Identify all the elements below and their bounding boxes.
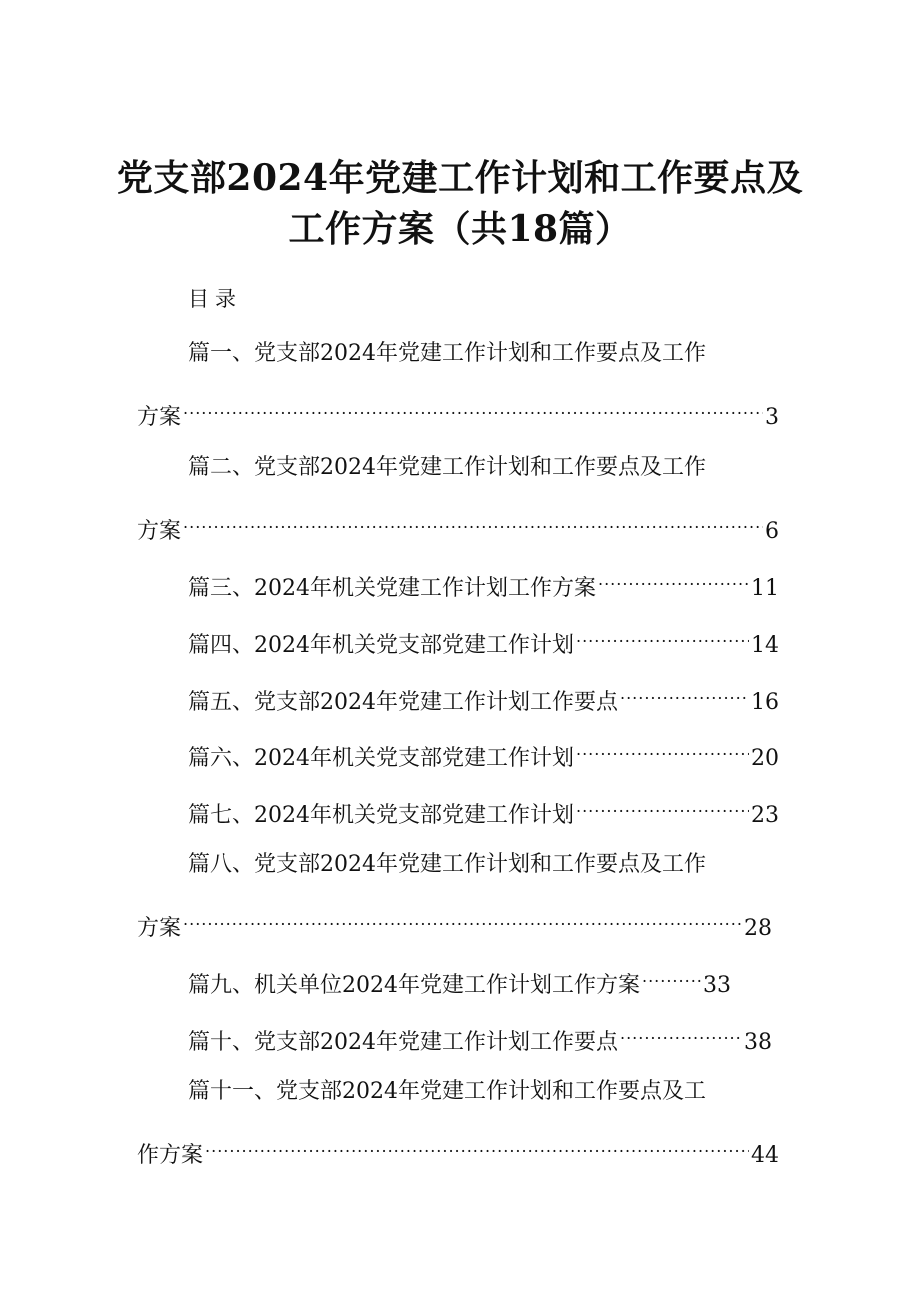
toc-entry-11-continuation-text: 作方案 xyxy=(137,1142,204,1168)
toc-entry-7[interactable] xyxy=(188,791,779,829)
toc-entry-11-page: 44 xyxy=(751,1142,779,1168)
toc-entry-10[interactable] xyxy=(188,1018,772,1056)
toc-entry-2-page: 6 xyxy=(765,518,779,544)
toc-entry-2-continuation-text: 方案 xyxy=(137,518,182,544)
toc-entry-9-title: 篇九、机关单位2024年党建工作计划工作方案 xyxy=(188,972,640,998)
toc-leader-dots xyxy=(598,564,749,595)
toc-entry-10-title: 篇十、党支部2024年党建工作计划工作要点 xyxy=(188,1029,618,1055)
toc-leader-dots xyxy=(183,507,763,538)
toc-leader-dots xyxy=(576,621,749,652)
toc-leader-dots xyxy=(642,961,701,992)
toc-entry-9[interactable] xyxy=(188,961,731,999)
toc-entry-6-title: 篇六、2024年机关党支部党建工作计划 xyxy=(188,745,574,771)
toc-entry-4-title: 篇四、2024年机关党支部党建工作计划 xyxy=(188,632,574,658)
toc-leader-dots xyxy=(183,393,763,424)
toc-leader-dots xyxy=(576,734,749,765)
toc-entry-11-continuation[interactable] xyxy=(137,1131,779,1169)
toc-leader-dots xyxy=(205,1131,749,1162)
toc-leader-dots xyxy=(620,678,749,709)
toc-leader-dots xyxy=(576,791,749,822)
toc-entry-3[interactable] xyxy=(188,564,779,602)
toc-entry-8-title[interactable]: 篇八、党支部2024年党建工作计划和工作要点及工作 xyxy=(188,852,706,877)
toc-entry-6-page: 20 xyxy=(751,745,779,771)
toc-entry-7-title: 篇七、2024年机关党支部党建工作计划 xyxy=(188,802,574,828)
toc-entry-2-continuation[interactable] xyxy=(137,507,779,545)
toc-heading: 目录 xyxy=(188,287,242,311)
toc-entry-5[interactable] xyxy=(188,678,779,716)
toc-entry-1-title[interactable]: 篇一、党支部2024年党建工作计划和工作要点及工作 xyxy=(188,341,706,366)
document-title-line-1: 党支部2024年党建工作计划和工作要点及 xyxy=(116,157,804,199)
toc-entry-4[interactable] xyxy=(188,621,779,659)
toc-entry-5-title: 篇五、党支部2024年党建工作计划工作要点 xyxy=(188,689,618,715)
toc-entry-2-title[interactable]: 篇二、党支部2024年党建工作计划和工作要点及工作 xyxy=(188,455,706,480)
toc-entry-5-page: 16 xyxy=(751,689,779,715)
toc-leader-dots xyxy=(183,904,742,935)
toc-entry-1-page: 3 xyxy=(765,404,779,430)
toc-entry-3-page: 11 xyxy=(751,575,779,601)
toc-entry-1-continuation[interactable] xyxy=(137,393,779,431)
toc-entry-8-continuation[interactable] xyxy=(137,904,772,942)
toc-entry-7-page: 23 xyxy=(751,802,779,828)
toc-entry-3-title: 篇三、2024年机关党建工作计划工作方案 xyxy=(188,575,596,601)
toc-entry-11-title[interactable]: 篇十一、党支部2024年党建工作计划和工作要点及工 xyxy=(188,1079,706,1104)
toc-entry-4-page: 14 xyxy=(751,632,779,658)
toc-entry-10-page: 38 xyxy=(744,1029,772,1055)
toc-entry-6[interactable] xyxy=(188,734,779,772)
toc-entry-8-page: 28 xyxy=(744,915,772,941)
toc-leader-dots xyxy=(620,1018,742,1049)
toc-entry-8-continuation-text: 方案 xyxy=(137,915,182,941)
document-title-line-2: 工作方案（共18篇） xyxy=(288,208,632,250)
toc-entry-1-continuation-text: 方案 xyxy=(137,404,182,430)
toc-entry-9-page: 33 xyxy=(703,972,731,998)
